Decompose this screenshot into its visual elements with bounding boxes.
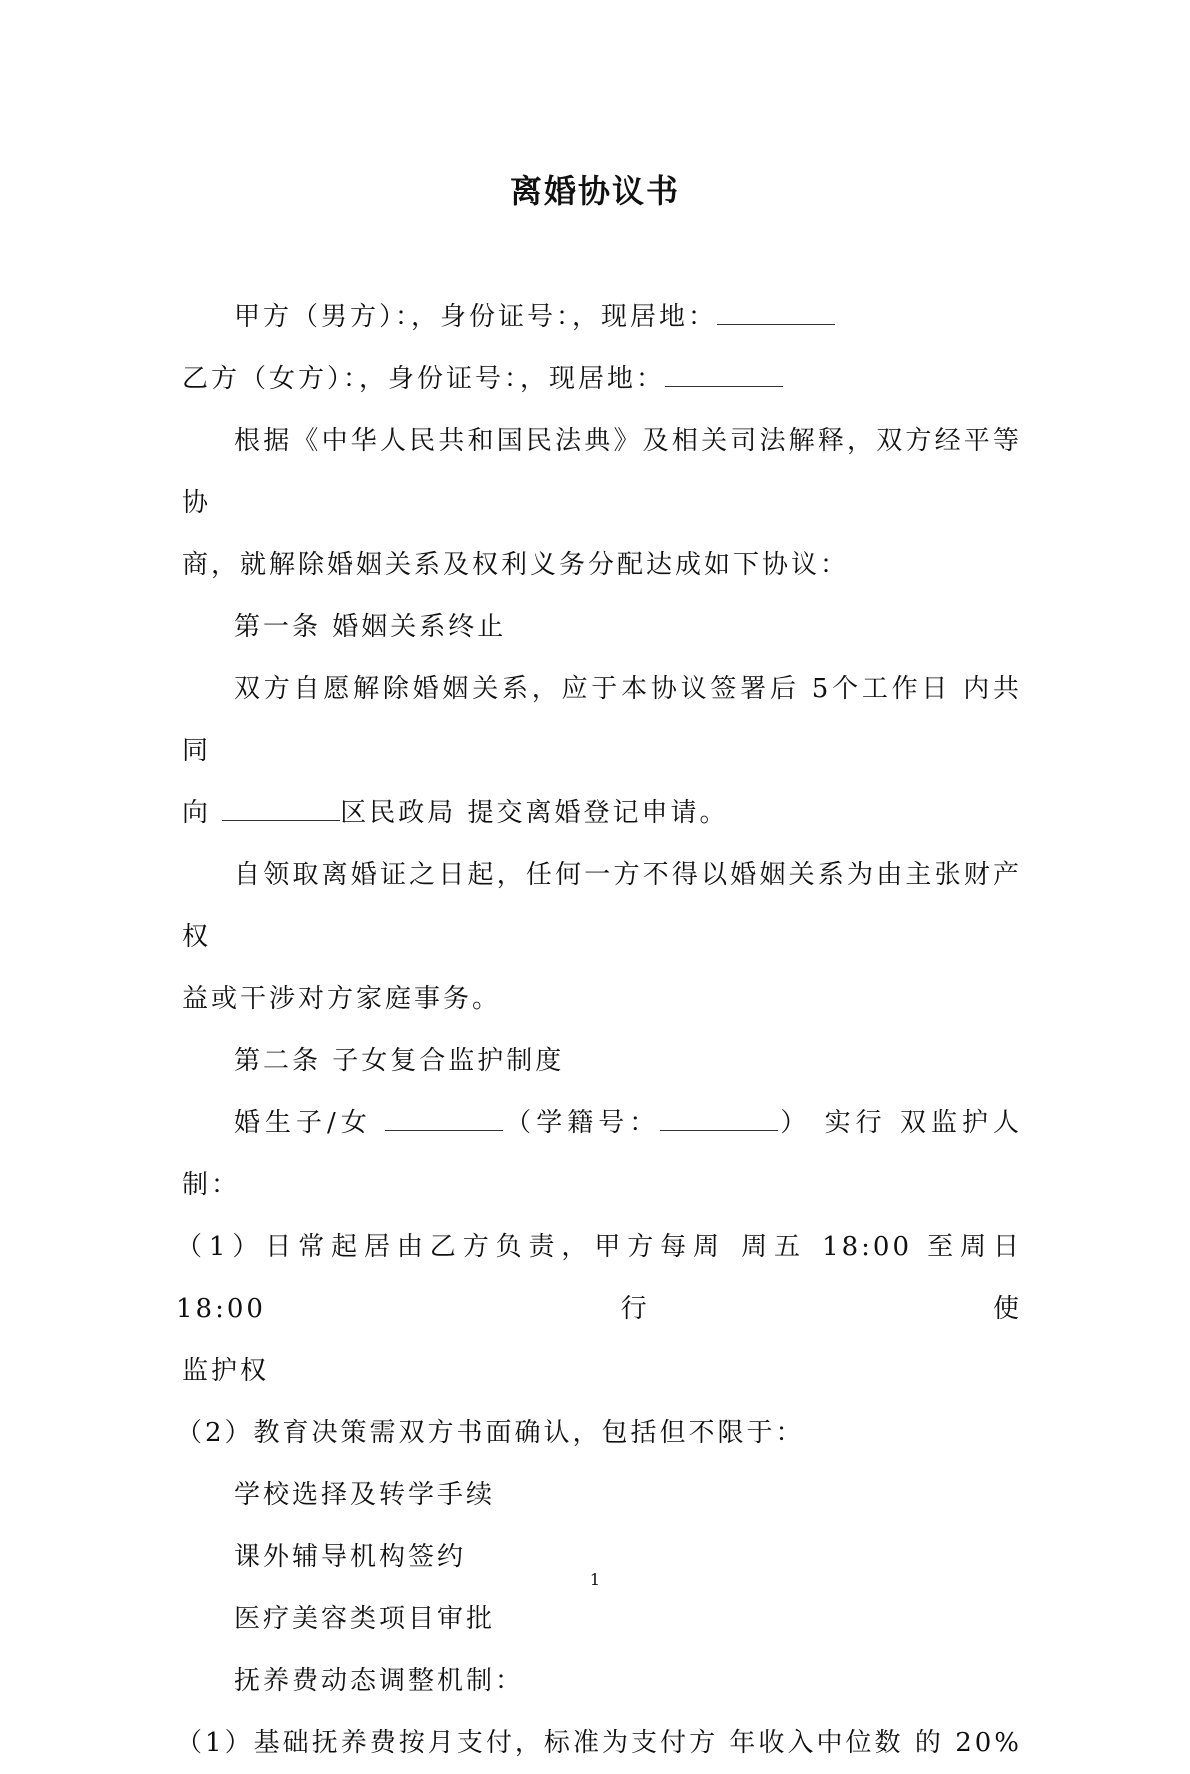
article-1-p1-line-1: 双方自愿解除婚姻关系，应于本协议签署后 5个工作日 内共同 bbox=[182, 674, 1022, 766]
article-1-p1-end: 区民政局 提交离婚登记申请。 bbox=[340, 798, 729, 828]
article-2-heading: 第二条 子女复合监护制度 bbox=[234, 1046, 565, 1076]
list-item: 医疗美容类项目审批 bbox=[234, 1604, 496, 1634]
article-1-p1-line-2 bbox=[182, 782, 1022, 844]
custody-item-2: （2）教育决策需双方书面确认，包括但不限于： bbox=[176, 1418, 805, 1448]
custody-item-1-line-1: （1）日常起居由乙方负责，甲方每周 周五 18:00 至周日 18:00 行使 bbox=[176, 1232, 1022, 1324]
article-1-p2-line-2: 益或干涉对方家庭事务。 bbox=[182, 984, 502, 1014]
support-item-1: （1）基础抚养费按月支付，标准为支付方 年收入中位数 的 20% bbox=[176, 1728, 1022, 1758]
child-line-1 bbox=[182, 1092, 1022, 1154]
article-1-p2-line-1: 自领取离婚证之日起，任何一方不得以婚姻关系为由主张财产权 bbox=[182, 860, 1022, 952]
page-number: 1 bbox=[589, 1570, 601, 1589]
preamble-line-1: 根据《中华人民共和国民法典》及相关司法解释，双方经平等协 bbox=[182, 426, 1022, 518]
child-text-end: ） 实行 双监护人 bbox=[778, 1108, 1022, 1138]
party-a-address-blank bbox=[717, 300, 835, 325]
party-b-line bbox=[182, 348, 1022, 410]
document-body bbox=[176, 286, 1022, 1774]
child-text-start: 婚生子/女 bbox=[234, 1108, 386, 1138]
article-1-p1-start: 向 bbox=[182, 798, 223, 828]
support-heading: 抚养费动态调整机制： bbox=[234, 1666, 525, 1696]
party-a-line bbox=[182, 286, 1022, 348]
child-text-mid: （学籍号： bbox=[503, 1108, 661, 1138]
article-1-heading: 第一条 婚姻关系终止 bbox=[234, 612, 507, 642]
document-title: 离婚协议书 bbox=[509, 172, 680, 210]
civil-affairs-district-blank bbox=[222, 796, 340, 821]
preamble-line-2: 商，就解除婚姻关系及权利义务分配达成如下协议： bbox=[182, 550, 850, 580]
student-id-blank bbox=[660, 1106, 778, 1131]
list-item: 课外辅导机构签约 bbox=[234, 1542, 467, 1572]
party-b-text: 乙方（女方）：，身份证号：，现居地： bbox=[182, 364, 666, 394]
party-b-address-blank bbox=[665, 362, 783, 387]
party-a-text: 甲方（男方）：，身份证号：，现居地： bbox=[234, 302, 718, 332]
child-name-blank bbox=[385, 1106, 503, 1131]
child-line-2: 制： bbox=[182, 1170, 241, 1200]
custody-item-1-line-2: 监护权 bbox=[182, 1356, 270, 1386]
list-item: 学校选择及转学手续 bbox=[234, 1480, 496, 1510]
